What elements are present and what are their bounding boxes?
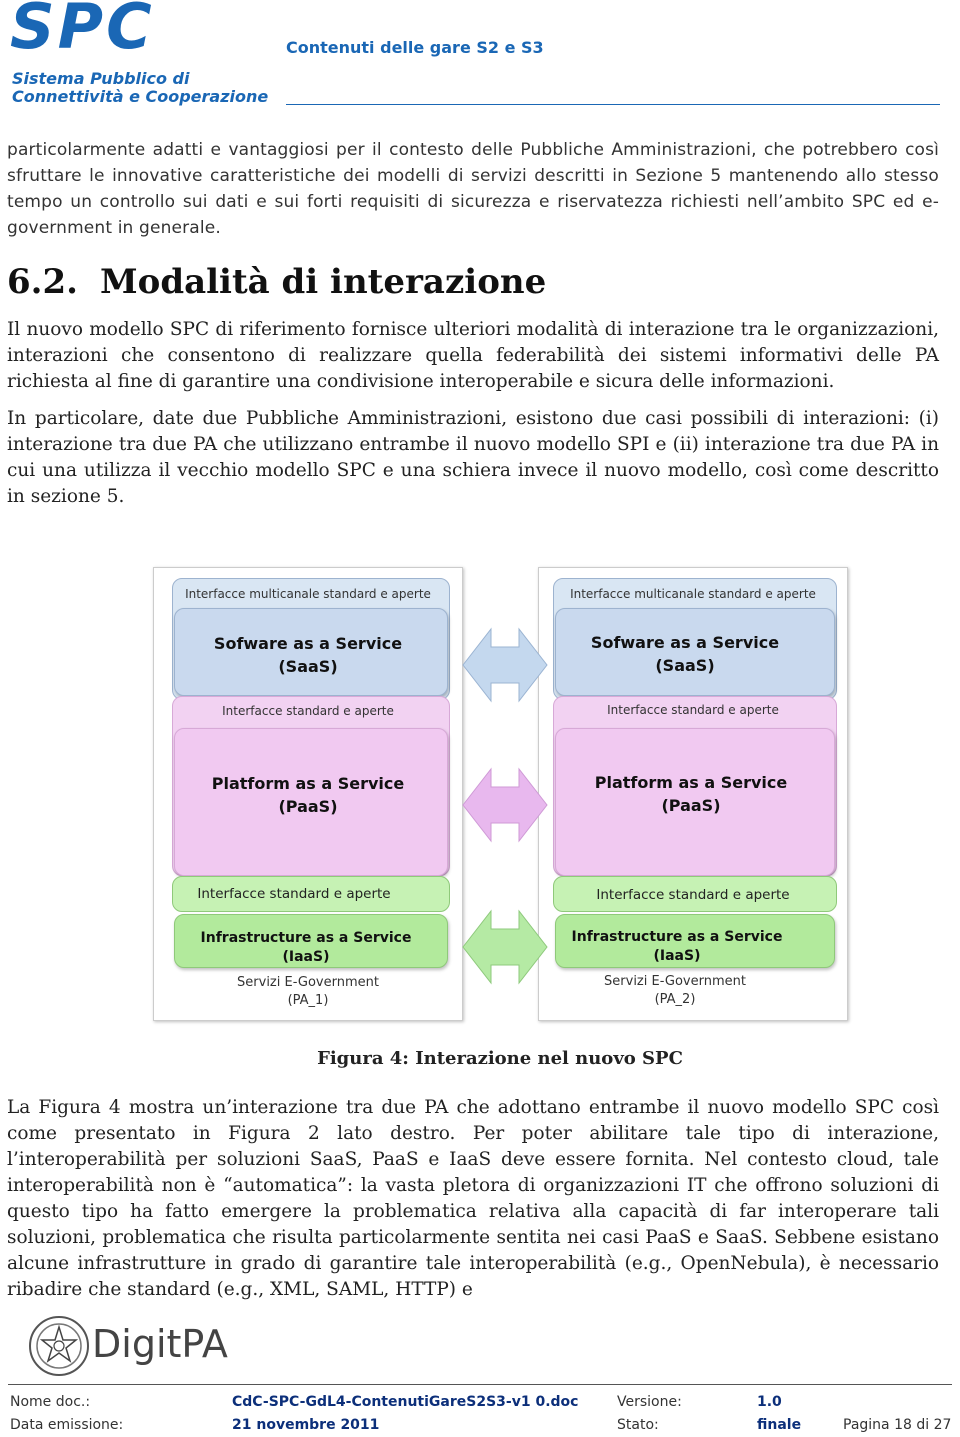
nome-doc-value: CdC-SPC-GdL4-ContenutiGareS2S3-v1 0.doc	[232, 1394, 579, 1410]
saas-label: Sofware as a Service	[590, 633, 780, 652]
saas-abbr: (SaaS)	[655, 656, 715, 675]
pa-id-label: (PA_2)	[654, 992, 696, 1007]
header-subtitle-line2: Connettività e Cooperazione	[12, 87, 269, 106]
spc-logo: SPC	[10, 0, 155, 63]
paas-label: Platform as a Service	[211, 774, 405, 793]
paas-interfaces-label: Interfacce standard e aperte	[222, 704, 394, 718]
services-label: Servizi E-Government	[237, 975, 379, 990]
iaas-abbr: (IaaS)	[653, 948, 701, 964]
paragraph-1: Il nuovo modello SPC di riferimento fornisce ulteriori modalità di interazione tra le organizzazioni, interazioni che consentono di realizzare quella federabilità dei sistemi informativi delle PA richiesta al fine di garantire una condivisione interoperabile e sicura delle informazioni.	[7, 319, 939, 392]
intro-paragraph: particolarmente adatti e vantaggiosi per il contesto delle Pubbliche Amministrazioni, che potrebbero così sfruttare le innovative caratteristiche dei modelli di servizi descritti in Sezione 5 mantenendo allo stesso tempo un controllo sui dati e sui forti requisiti di sicurezza e riservatezza richiesti nell’ambito SPC ed e-government in generale.	[7, 140, 939, 238]
iaas-interfaces-label: Interfacce standard e aperte	[596, 887, 790, 903]
services-label: Servizi E-Government	[604, 974, 746, 989]
paragraph-2: In particolare, date due Pubbliche Amministrazioni, esistono due casi possibili di interazioni: (i) interazione tra due PA che utilizzano entrambe il nuovo modello SPI e (ii) interazione tra due PA in cui una utilizza il vecchio modello SPC e una schiera invece il nuovo modello, così come descritto in sezione 5.	[7, 408, 939, 507]
document-title: Contenuti delle gare S2 e S3	[286, 38, 544, 57]
italian-republic-emblem-icon	[28, 1315, 90, 1377]
paas-abbr: (PaaS)	[278, 797, 338, 816]
saas-abbr: (SaaS)	[278, 657, 338, 676]
multichannel-interfaces-label: Interfacce multicanale standard e aperte	[570, 587, 816, 601]
iaas-interfaces-label: Interfacce standard e aperte	[197, 886, 391, 902]
nome-doc-label: Nome doc.:	[10, 1394, 91, 1410]
multichannel-interfaces-label: Interfacce multicanale standard e aperte	[185, 587, 431, 601]
header-divider	[286, 104, 940, 105]
figure-caption: Figura 4: Interazione nel nuovo SPC	[317, 1048, 683, 1069]
stato-value: finale	[757, 1417, 802, 1433]
paas-interop-arrow	[461, 765, 549, 845]
section-heading	[7, 262, 546, 302]
iaas-label: Infrastructure as a Service	[571, 929, 783, 945]
data-emissione-value: 21 novembre 2011	[232, 1417, 380, 1433]
paas-abbr: (PaaS)	[661, 796, 721, 815]
data-emissione-label: Data emissione:	[10, 1417, 124, 1433]
iaas-label: Infrastructure as a Service	[200, 930, 412, 946]
iaas-interop-arrow	[461, 907, 549, 987]
footer-divider	[8, 1384, 952, 1385]
paas-interfaces-label: Interfacce standard e aperte	[607, 703, 779, 717]
paas-label: Platform as a Service	[594, 773, 788, 792]
paragraph-3: La Figura 4 mostra un’interazione tra due PA che adottano entrambe il nuovo modello SPC così come presentato in Figura 2 lato destro. Per poter abilitare tale tipo di interazione, l’interoperabilità per soluzioni SaaS, PaaS e IaaS deve essere fornita. Nel contesto cloud, tale interoperabilità non è “automatica”: la vasta pletora di organizzazioni IT che offrono soluzioni di questo tipo ha fatto emergere la problematica relativa alla capacità di far interoperare tali soluzioni, problematica che risulta particolarmente sentita nei casi PaaS e SaaS. Sebbene esistano alcune infrastrutture in grado di garantire tale interoperabilità (e.g., OpenNebula), è necessario ribadire che standard (e.g., XML, SAML, HTTP) e	[7, 1097, 939, 1300]
versione-value: 1.0	[757, 1394, 782, 1410]
page-number: Pagina 18 di 27	[843, 1417, 952, 1433]
iaas-abbr: (IaaS)	[282, 949, 330, 965]
header-subtitle-line1: Sistema Pubblico di	[12, 69, 190, 88]
pa-id-label: (PA_1)	[287, 993, 329, 1008]
saas-label: Sofware as a Service	[213, 634, 403, 653]
section-title: Modalità di interazione	[100, 262, 547, 302]
pa2-panel	[538, 567, 848, 1021]
interaction-figure	[145, 555, 855, 1025]
pa1-panel	[153, 567, 463, 1021]
section-number: 6.2.	[7, 262, 78, 302]
saas-interop-arrow	[461, 625, 549, 705]
digitpa-logo: DigitPA	[92, 1322, 228, 1366]
versione-label: Versione:	[617, 1394, 682, 1410]
stato-label: Stato:	[617, 1417, 659, 1433]
